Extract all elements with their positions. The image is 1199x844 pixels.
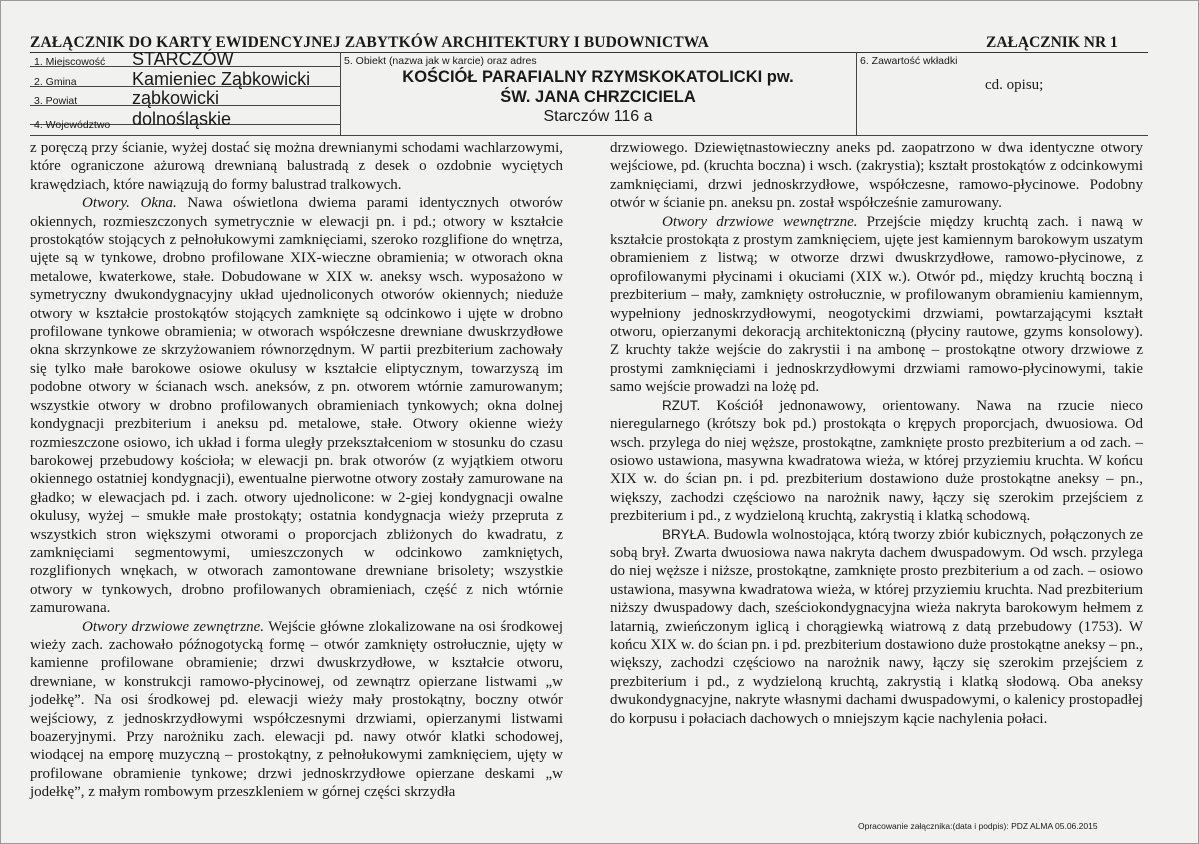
paragraph bbox=[610, 397, 1143, 526]
content-label: 6. Zawartość wkładki bbox=[860, 55, 958, 67]
paragraph bbox=[610, 213, 1143, 397]
field-value-miejscowosc: STARCZÓW bbox=[132, 49, 234, 69]
field-label-powiat: 3. Powiat bbox=[34, 95, 78, 107]
field-value-powiat: ząbkowicki bbox=[132, 88, 220, 108]
object-name-line2: ŚW. JANA CHRZCICIELA bbox=[500, 88, 696, 106]
field-value-wojewodztwo: dolnośląskie bbox=[132, 109, 232, 129]
object-name-line1: KOŚCIÓŁ PARAFIALNY RZYMSKOKATOLICKI pw. bbox=[402, 68, 794, 86]
paragraph-text: Przejście między kruchtą zach. i nawą w kształcie prostokąta z prostym zamknięciem, ujęte jest kamiennym barokowym uszatym obramieniem z listwą; w otworze drzwi dwuskrzydłowe, ramowo-płycinowe, z oprofilowanymi płycinami i okuciami (XIX w.). Otwór pd., między kruchtą boczną i prezbiterium – mały, zamknięty ostrołucznie, w profilowanym obramieniu kamiennym, wypełniony jednoskrzydłowymi, neogotyckimi drzwiami, powtarzającymi kształt otworu, opierzanymi dekoracją architektoniczną (płyciny rautowe, gzyms konsolowy). Z kruchty także wejście do zakrystii i na ambonę – prostokątne otwory drzwiowe z prostymi zamknięciami i jednoskrzydłowymi drzwiami ramowo-płycinowymi, takie samo wejście prowadzi na lożę pd. bbox=[610, 213, 1143, 396]
object-address: Starczów 116 a bbox=[543, 108, 653, 125]
document-title: ZAŁĄCZNIK DO KARTY EWIDENCYJNEJ ZABYTKÓW ARCHITEKTURY I BUDOWNICTWA bbox=[30, 34, 709, 51]
paragraph-heading: Otwory drzwiowe wewnętrzne. bbox=[662, 213, 858, 230]
field-label-gmina: 2. Gmina bbox=[34, 76, 77, 88]
footer-note: Opracowanie załącznika:(data i podpis): PDZ ALMA 05.06.2015 bbox=[858, 821, 1098, 831]
field-label-wojewodztwo: 4. Województwo bbox=[34, 119, 111, 131]
field-value-gmina: Kamieniec Ząbkowicki bbox=[132, 69, 311, 89]
paragraph bbox=[30, 618, 563, 802]
paragraph bbox=[30, 139, 563, 194]
paragraph-heading: Otwory drzwiowe zewnętrzne. bbox=[82, 618, 264, 635]
right-text-column bbox=[610, 139, 1143, 728]
paragraph-text: Nawa oświetlona dwiema parami identycznych otworów okiennych, rozmieszczonych symetrycznie w elewacji pn. i pd.; otwory w kształcie prostokątów stojących z pełnołukowymi zamknięciami, szeroko rozglifione do wnętrza, ujęte są w tynkowe, drobno profilowane XIX-wieczne obramienia; w otworach okna metalowe, kwaterkowe, stałe. Dobudowane w XIX w. aneksy wsch. wyposażono w symetryczny dwukondygnacyjny układ ujednoliconych otworów okiennych; nieduże otwory w kształcie prostokątów stojących zamknięte są odcinkowo i ujęte w drobno profilowane tynkowe obramienia; w otworach współczesne drewniane dwuskrzydłowe okna skrzynkowe ze skrzyżowaniem równorzędnym. W partii prezbiterium zachowały się tylko małe barokowe osiowe okulusy w kształcie eliptycznym, towarzyszą im podobne otwory w ścianach wsch. aneksów, z pn. otworem wtórnie zamurowanym; wszystkie otwory w drobno profilowanych obramieniach tynkowych; okna dolnej kondygnacji prezbiterium i aneksu pd. metalowe, stałe. Otwory okienne wieży rozmieszczone osiowo, ich układ i forma uległy przekształceniom w stosunku do czasu barokowej przebudowy kościoła; w elewacji pn. brak otworów (z wyjątkiem otworu okiennego ostatniej kondygnacji), ewentualne pierwotne otwory zostały zamurowane na gładko; w elewacjach pd. i zach. otwory ujednolicone: w 2-giej kondygnacji owalne okulusy, wyżej – smukłe małe prostokąty; ostatnia kondygnacja wieży przepruta z wszystkich stron większymi otworami o proporcjach zbliżonych do kwadratu, z zamknięciami segmentowymi, umieszczonych w odcinkowo zamkniętych, rozglifionych wnękach, w otworach zamontowane drewniane brisolety; wszystkie otwory w tynkowych, drobno profilowanych obramieniach, część z nich wtórnie zamurowana. bbox=[30, 195, 563, 617]
field-label-miejscowosc: 1. Miejscowość bbox=[34, 56, 106, 68]
header-bottom-line bbox=[30, 135, 1148, 136]
left-text-column bbox=[30, 139, 563, 802]
paragraph-text: drzwiowego. Dziewiętnastowieczny aneks pd. zaopatrzono w dwa identyczne otwory wejściowe, pd. (kruchta boczna) i wsch. (zakrystia); kształt prostokątów z odcinkowymi zamknięciami, drzwi jednoskrzydłowe, współczesne, ramowo-płycinowe. Podobny otwór w ścianie pn. aneksu pn. został współcześnie zamurowany. bbox=[610, 140, 1143, 212]
paragraph-text: z poręczą przy ścianie, wyżej dostać się można drewnianymi schodami wachlarzowymi, które ograniczone ażurową drewnianą balustradą z desek o ozdobnie wyciętych krawędziach, które nawiązują do formy balustrad tralkowych. bbox=[30, 140, 563, 193]
paragraph bbox=[30, 194, 563, 617]
object-label: 5. Obiekt (nazwa jak w karcie) oraz adres bbox=[344, 55, 537, 67]
content-value: cd. opisu; bbox=[985, 77, 1044, 93]
paragraph bbox=[610, 526, 1143, 728]
paragraph-heading: RZUT. bbox=[662, 397, 701, 413]
paragraph-text: Wejście główne zlokalizowane na osi środkowej wieży zach. zachowało późnogotycką formę – otwór zamknięty ostrołucznie, ujęty w kamienne profilowane obramienie; drzwi dwuskrzydłowe, w kształcie otworu, drewniane, w konstrukcji ramowo-płycinowej, od zewnątrz opierzane listwami „w jodełkę”. Na osi środkowej pd. elewacji wieży mały prostokątny, boczny otwór wejściowy, z jednoskrzydłowymi współczesnymi drzwiami, opierzanymi listwami boazeryjnymi. Przy narożniku zach. elewacji pd. nawy otwór klatki schodowej, wiodącej na emporę muzyczną – prostokątny, z pełnołukowymi zamknięciem, ujęty w profilowane obramienie tynkowe; drzwi jednoskrzydłowe opierzane deskami „w jodełkę”, z małym rombowym przeszkleniem w górnej części skrzydła bbox=[30, 618, 563, 801]
paragraph-text: Budowla wolnostojąca, którą tworzy zbiór kubicznych, połączonych ze sobą brył. Zwarta dwuosiowa nawa nakryta dachem dwuspadowym. Od wsch. przylega do niej węższe i niższe, prostokątne, zamknięte prosto prezbiterium a od zach. – osiowo ustawiona, masywna kwadratowa wieża, w której przyziemiu kruchta. Nad prezbiterium niższy dwuspadowy dach, sześciokondygnacyjna wieża nakryta barokowym hełmem z latarnią, zwieńczonym iglicą i chorągiewką wiatrową z datą przebudowy (1753). W końcu XIX w. do ścian pn. i pd. prezbiterium dostawiono duże prostokątne aneksy – pn., większy, zachodzi częściowo na narożnik nawy, łączy się szerokim przejściem z prezbiterium i pd., z wydzieloną kruchtą, zakrystią i klatką słodową. Oba aneksy dwukondygnacyjne, nakryte własnymi dachami dwuspadowymi, o kalenicy prostopadłej do korpusu i połaciach dachowych o mniejszym kącie nachylenia połaci. bbox=[610, 526, 1143, 727]
header-divider-1 bbox=[340, 52, 341, 135]
header-divider-2 bbox=[856, 52, 857, 135]
paragraph-text: Kościół jednonawowy, orientowany. Nawa na rzucie nieco nieregularnego (krótszy bok pd.) prostokąta o krępych proporcjach, dwuosiowa. Od wsch. przylega do niej węższe, prostokątne, zamknięte prosto prezbiterium a od zach. – osiowo ustawiona, masywna kwadratowa wieża, w której przyziemiu kruchta. W końcu XIX w. do ścian pn. i pd. prezbiterium dostawiono duże prostokątne aneksy – pn., większy, zachodzi częściowo na narożnik nawy, łączy się szerokim przejściem z prezbiterium i pd., z wydzieloną kruchtą, zakrystią i klatką schodową. bbox=[610, 397, 1143, 525]
annex-number: ZAŁĄCZNIK NR 1 bbox=[986, 34, 1118, 51]
paragraph-heading: BRYŁA. bbox=[662, 526, 710, 542]
paragraph bbox=[610, 139, 1143, 213]
paragraph-heading: Otwory. Okna. bbox=[82, 195, 177, 212]
